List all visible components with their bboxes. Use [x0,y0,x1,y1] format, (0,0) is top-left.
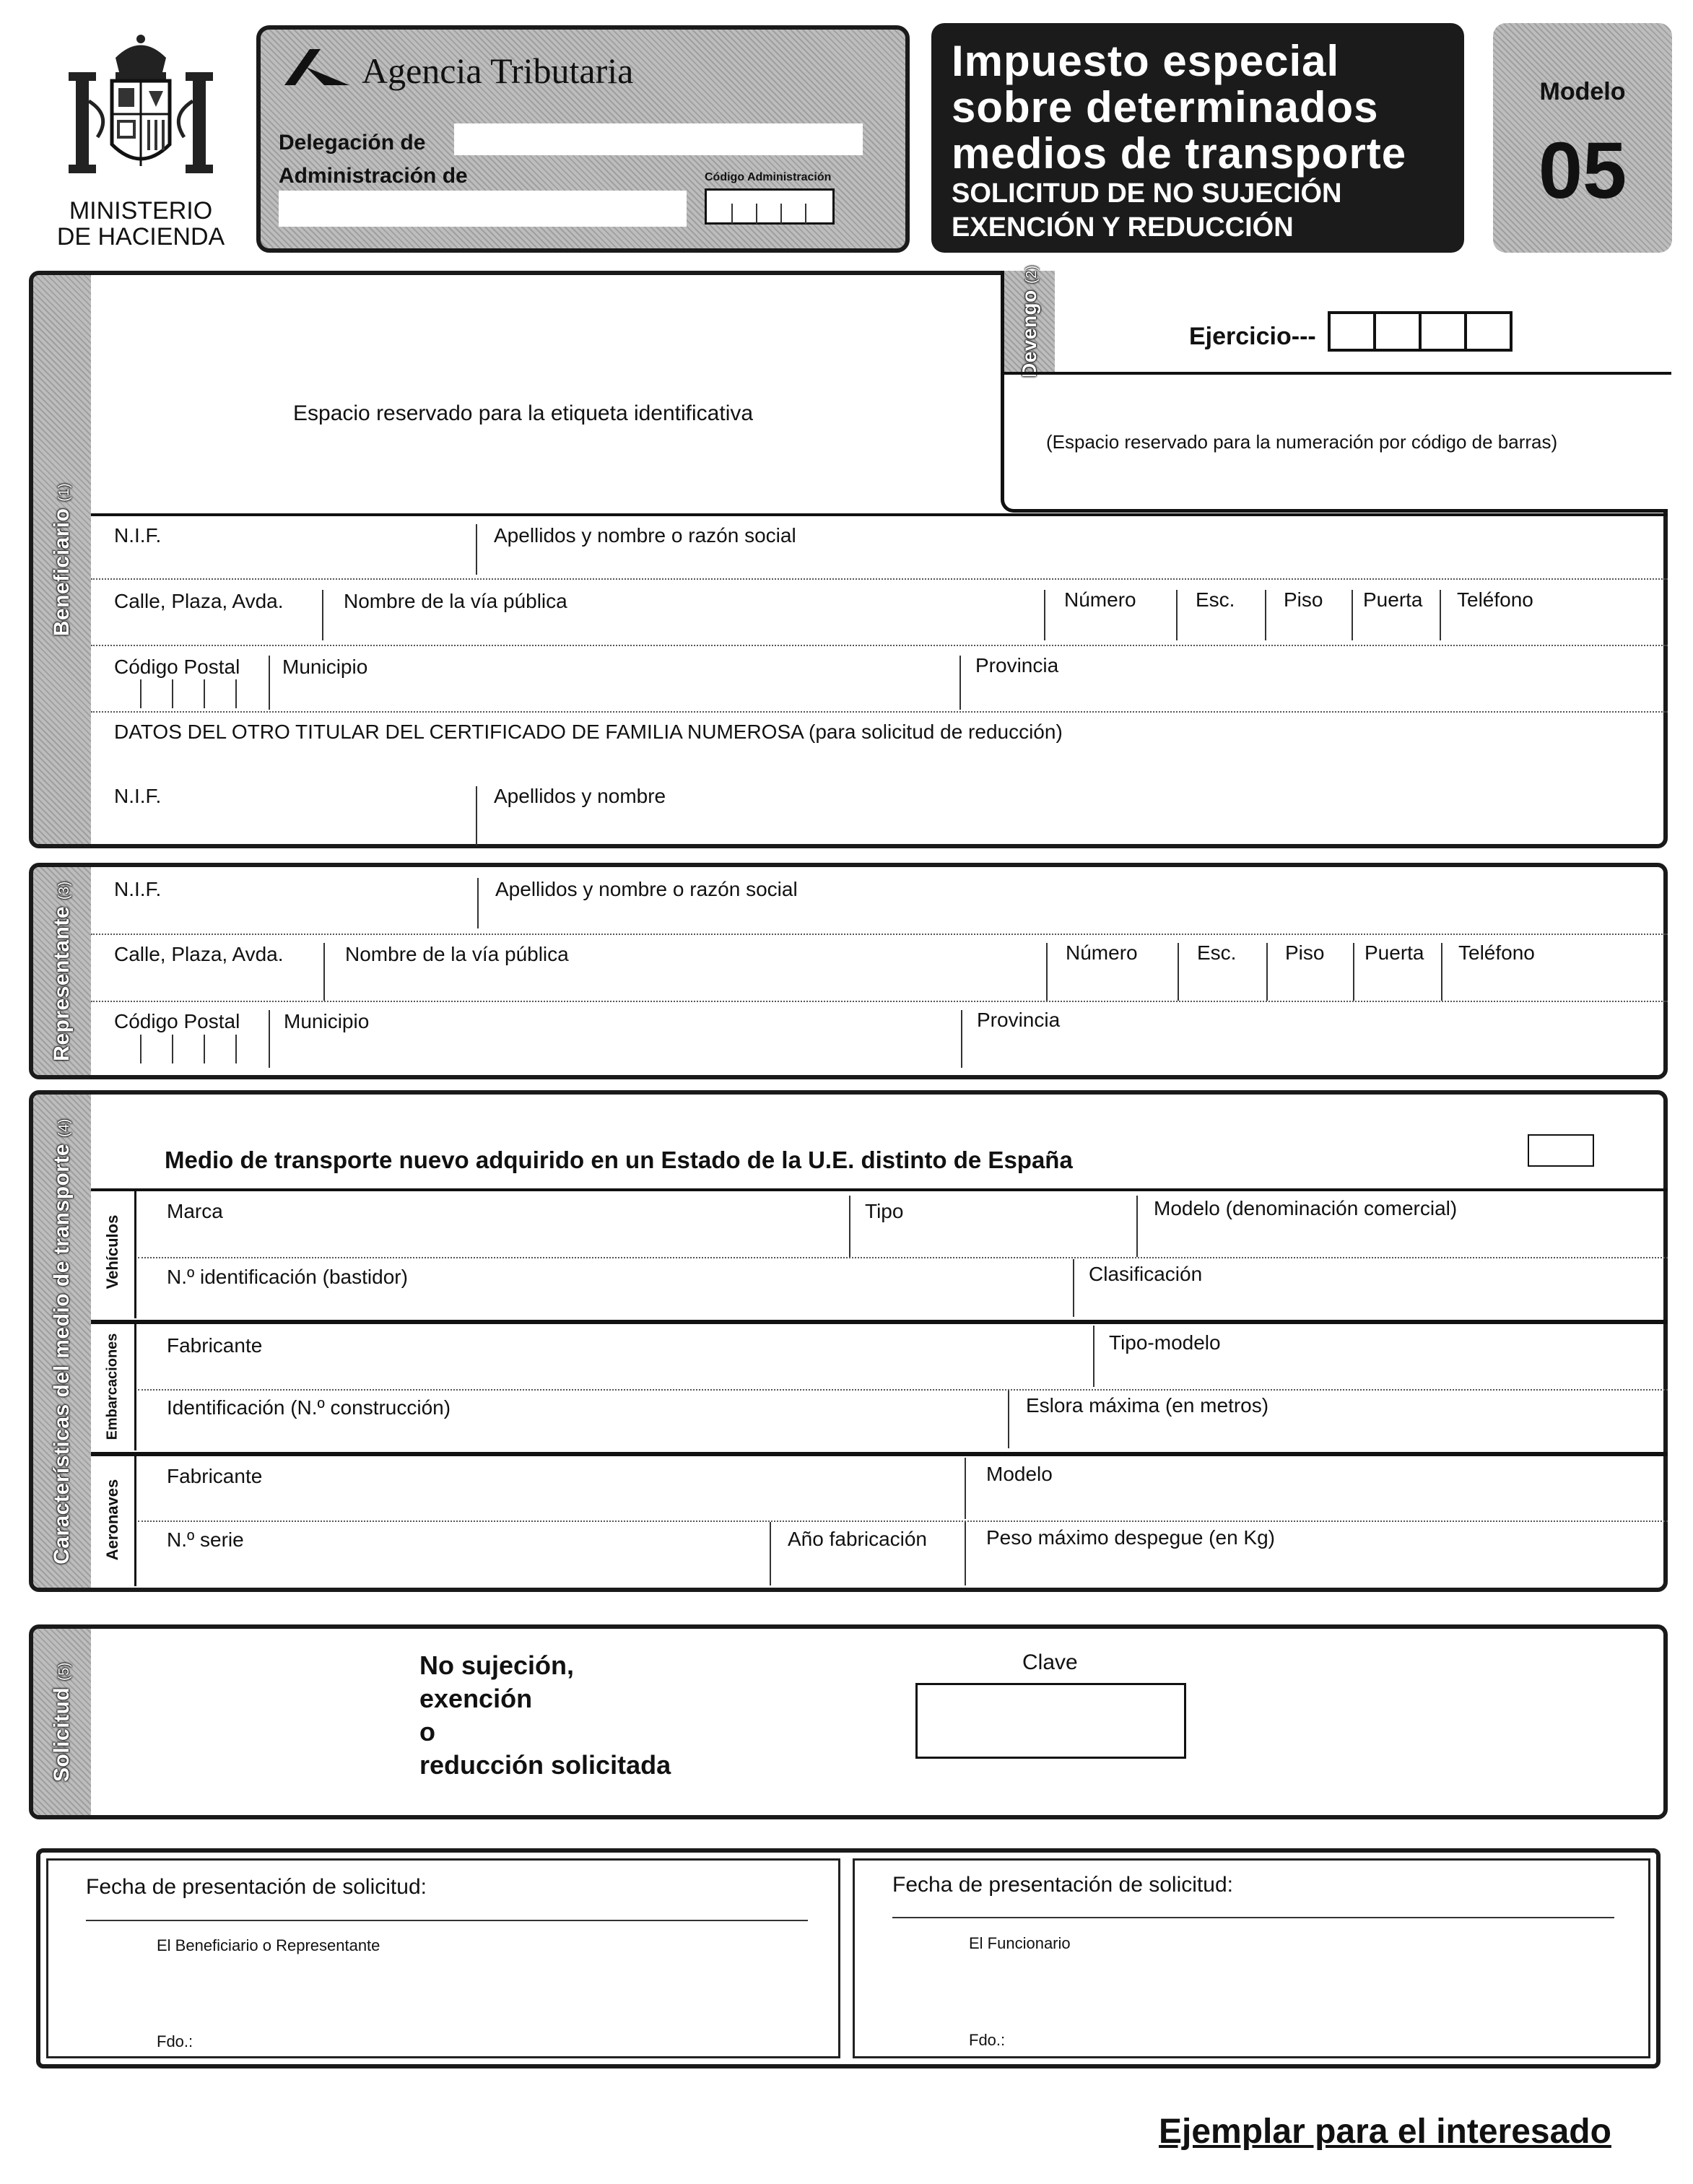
modelo-aer-label: Modelo [986,1463,1053,1485]
nif2-label: N.I.F. [114,785,162,807]
agency-name: Agencia Tributaria [362,51,634,91]
modelo-box [1493,23,1672,253]
clave-field[interactable] [915,1683,1186,1759]
solicitud-section-label: Solicitud (5) [50,1662,74,1782]
signature-area [36,1848,1661,2068]
codigo-admin-label: Código Administración [705,171,832,183]
representante-band [33,867,91,1075]
apellidos-label: Apellidos y nombre o razón social [494,524,796,547]
beneficiario-section-label: Beneficiario (1) [50,482,74,637]
embarcaciones-label: Embarcaciones [104,1333,121,1440]
aeronaves-tab [91,1456,136,1586]
vehiculos-label: Vehículos [103,1214,121,1289]
piso-label: Piso [1284,588,1323,611]
devengo-box [1001,265,1668,513]
medio-nuevo-label: Medio de transporte nuevo adquirido en un Estado de la U.E. distinto de España [165,1147,1073,1173]
calle-label: Calle, Plaza, Avda. [114,590,284,612]
ministry-logo [43,29,238,251]
subtitle-line-1: SOLICITUD DE NO SUJECIÓN [952,178,1342,209]
fabricante-aer-label: Fabricante [167,1465,263,1487]
agency-box [256,25,910,253]
apellidos2-label: Apellidos y nombre [494,785,666,807]
aeronaves-label: Aeronaves [103,1479,121,1561]
rep-codigo-postal-label: Código Postal [114,1010,240,1032]
apellidos-field[interactable] [484,549,1654,578]
barcode-space-text: (Espacio reservado para la numeración por código de barras) [1046,431,1558,453]
ejercicio-field[interactable] [1328,311,1513,352]
signature-left-field[interactable] [86,1962,808,2027]
devengo-label: Devengo (2) [1018,265,1040,378]
rep-apellidos-label: Apellidos y nombre o razón social [495,878,798,900]
codigo-admin-field[interactable] [705,188,835,225]
marca-label: Marca [167,1200,223,1222]
solicitud-line-4: reducción solicitada [419,1750,671,1780]
title-line-2: sobre determinados [952,83,1379,131]
rep-municipio-label: Municipio [284,1010,370,1032]
agency-logo-icon [281,45,353,89]
solicitud-line-2: exención [419,1684,533,1713]
nif-label: N.I.F. [114,524,162,547]
clasificacion-label: Clasificación [1089,1263,1203,1285]
rep-nombre-via-label: Nombre de la vía pública [345,943,569,965]
modelo-comercial-label: Modelo (denominación comercial) [1154,1197,1458,1219]
nombre-via-label: Nombre de la vía pública [344,590,567,612]
tipo-modelo-label: Tipo-modelo [1109,1331,1221,1354]
puerta-label: Puerta [1363,588,1423,611]
delegacion-field[interactable] [454,123,863,155]
ejemplar-label: Ejemplar para el interesado [1159,2113,1611,2151]
representante-section-label: Representante (3) [50,881,74,1061]
subtitle-line-2: EXENCIÓN Y REDUCCIÓN [952,212,1294,243]
ministry-name [43,198,238,250]
municipio-label: Municipio [282,656,368,678]
numero-label: Número [1064,588,1136,611]
beneficiario-rep-label: El Beneficiario o Representante [157,1936,380,1954]
solicitud-section [29,1624,1668,1819]
coat-of-arms-icon [43,29,238,184]
medio-nuevo-checkbox[interactable] [1528,1134,1594,1167]
signature-right [853,1858,1650,2058]
rep-provincia-label: Provincia [977,1009,1061,1031]
caracteristicas-section [29,1090,1668,1592]
funcionario-label: El Funcionario [969,1934,1071,1952]
title-line-3: medios de transporte [952,129,1407,178]
telefono-label: Teléfono [1457,588,1533,611]
embarcaciones-tab [91,1324,136,1450]
tipo-label: Tipo [865,1200,904,1222]
title-box [931,23,1464,253]
delegacion-label: Delegación de [279,131,426,155]
fdo-right-label: Fdo.: [969,2031,1006,2049]
fdo-left-label: Fdo.: [157,2032,193,2050]
solicitud-band [33,1629,91,1815]
anio-fabricacion-label: Año fabricación [788,1528,928,1550]
rep-piso-label: Piso [1285,941,1325,964]
devengo-band [1004,265,1055,378]
beneficiario-section [29,265,1668,848]
solicitud-line-1: No sujeción, [419,1650,575,1680]
provincia-label: Provincia [975,654,1059,676]
otro-titular-label: DATOS DEL OTRO TITULAR DEL CERTIFICADO DE FAMILIA NUMEROSA (para solicitud de reducción) [114,721,1063,743]
nif-field[interactable] [98,549,466,578]
ministry-line-1: MINISTERIO [69,197,213,225]
fecha-right-label: Fecha de presentación de solicitud: [892,1873,1233,1897]
rep-numero-label: Número [1066,941,1138,964]
title-line-1: Impuesto especial [952,37,1340,85]
caracteristicas-band [33,1095,91,1588]
vehiculos-tab [91,1188,136,1318]
identificacion-construccion-label: Identificación (N.º construcción) [167,1396,451,1419]
rep-esc-label: Esc. [1197,941,1237,964]
fecha-left-label: Fecha de presentación de solicitud: [86,1875,427,1899]
esc-label: Esc. [1196,588,1235,611]
signature-right-field[interactable] [892,1962,1614,2027]
eslora-label: Eslora máxima (en metros) [1026,1394,1269,1417]
administracion-label: Administración de [279,164,468,188]
num-identificacion-label: N.º identificación (bastidor) [167,1266,408,1288]
fabricante-emb-label: Fabricante [167,1334,263,1357]
ejercicio-label: Ejercicio--- [1189,323,1316,350]
label-space-text: Espacio reservado para la etiqueta identificativa [293,401,754,425]
rep-calle-label: Calle, Plaza, Avda. [114,943,284,965]
rep-puerta-label: Puerta [1365,941,1424,964]
num-serie-label: N.º serie [167,1528,244,1551]
rep-telefono-label: Teléfono [1458,941,1535,964]
modelo-label: Modelo [1539,78,1626,105]
representante-section [29,863,1668,1079]
codigo-postal-label: Código Postal [114,656,240,678]
rep-nif-label: N.I.F. [114,878,162,900]
clave-label: Clave [1022,1650,1078,1674]
administracion-field[interactable] [279,191,687,227]
modelo-number: 05 [1538,126,1627,215]
ministry-line-2: DE HACIENDA [56,223,225,251]
caracteristicas-section-label: Características del medio de transporte (4) [50,1118,74,1565]
beneficiario-band [33,275,91,844]
signature-left [46,1858,840,2058]
solicitud-line-3: o [419,1717,435,1746]
peso-maximo-label: Peso máximo despegue (en Kg) [986,1526,1275,1549]
